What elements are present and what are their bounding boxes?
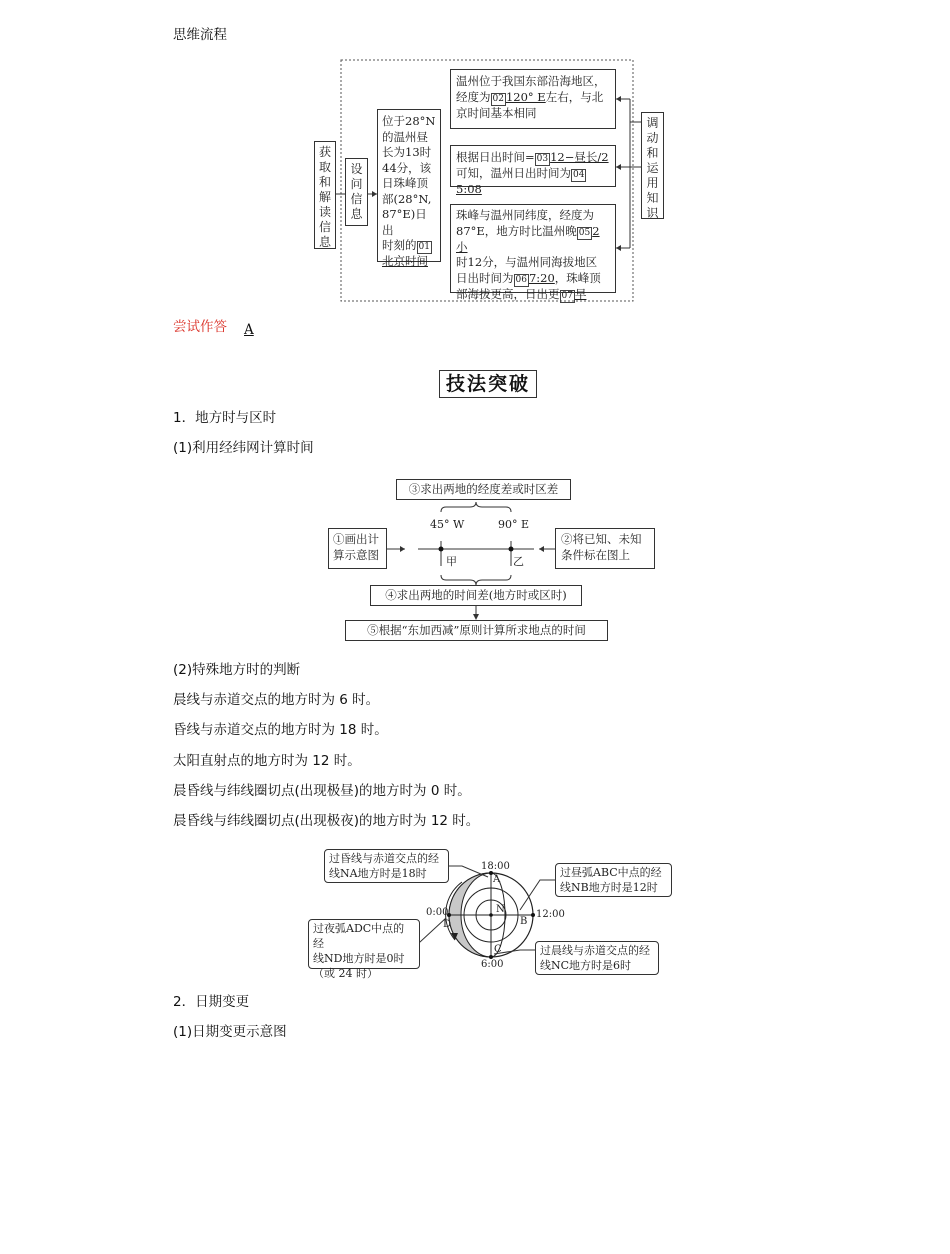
lon-right-label: 90° E — [498, 518, 530, 531]
question-info-label: 设问信息 — [345, 158, 368, 226]
item1-sub1: (1)利用经纬网计算时间 — [173, 440, 314, 456]
place-a-label: 甲 — [446, 555, 457, 568]
lon-left-label: 45° W — [430, 518, 465, 531]
item1-sub2: (2)特殊地方时的判断 — [173, 662, 301, 678]
point-b: B — [520, 916, 528, 927]
rule-1: 晨线与赤道交点的地方时为 6 时。 — [173, 692, 380, 708]
obtain-info-label: 获取和解读信息 — [314, 141, 336, 249]
wenzhou-location-box: 温州位于我国东部沿海地区， 经度为 02 120° E左右，与北 京时间基本相同 — [450, 69, 616, 129]
rule-3: 太阳直射点的地方时为 12 时。 — [173, 753, 361, 769]
item1-heading: 1．地方时与区时 — [173, 410, 277, 426]
step4-box: ④求出两地的时间差(地方时或区时) — [370, 585, 582, 606]
answer-value: A — [244, 322, 254, 338]
apply-knowledge-label: 调动和运用知识 — [641, 112, 664, 219]
rule-5: 晨昏线与纬线圈切点(出现极夜)的地方时为 12 时。 — [173, 813, 480, 829]
item2-heading: 2．日期变更 — [173, 994, 250, 1010]
time-12: 12:00 — [536, 909, 565, 920]
step2-box: ②将已知、未知 条件标在图上 — [555, 528, 655, 569]
note-dusk-18: 过昏线与赤道交点的经 线NA地方时是18时 — [324, 849, 449, 883]
question-box: 位于28°N 的温州昼 长为13时 44分，该 日珠峰顶 部(28°N, 87°E)日出 时刻的 01 北京时间 — [377, 109, 441, 262]
point-c: C — [494, 944, 502, 955]
section-title: 技法突破 — [439, 370, 537, 398]
step3-box: ③求出两地的经度差或时区差 — [396, 479, 571, 500]
time-18: 18:00 — [481, 861, 510, 872]
rule-2: 昏线与赤道交点的地方时为 18 时。 — [173, 722, 388, 738]
step5-box: ⑤根据“东加西减”原则计算所求地点的时间 — [345, 620, 608, 641]
time-0: 0:00 — [426, 907, 449, 918]
thinking-heading: 思维流程 — [173, 27, 227, 43]
time-6: 6:00 — [481, 959, 504, 970]
note-midnight-0: 过夜弧ADC中点的经 线ND地方时是0时 （或 24 时） — [308, 919, 420, 969]
everest-comparison-box: 珠峰与温州同纬度，经度为 87°E，地方时比温州晚 05 2小 时12分，与温州同海拔地区 日出时间为 06 7:20，珠峰顶 部海拔更高，日出更 07 早 — [450, 204, 616, 293]
rule-4: 晨昏线与纬线圈切点(出现极昼)的地方时为 0 时。 — [173, 783, 471, 799]
point-a: A — [493, 874, 501, 885]
item2-sub1: (1)日期变更示意图 — [173, 1024, 287, 1040]
place-b-label: 乙 — [513, 555, 524, 568]
sunrise-formula-box: 根据日出时间= 03 12−昼长/2 可知，温州日出时间为 045:08 — [450, 145, 616, 187]
step1-box: ①画出计 算示意图 — [328, 528, 387, 569]
point-d: D — [443, 919, 452, 930]
note-dawn-6: 过晨线与赤道交点的经 线NC地方时是6时 — [535, 941, 659, 975]
answer-label: 尝试作答 — [173, 319, 227, 335]
note-noon-12: 过昼弧ABC中点的经 线NB地方时是12时 — [555, 863, 672, 897]
point-n: N — [496, 904, 505, 915]
